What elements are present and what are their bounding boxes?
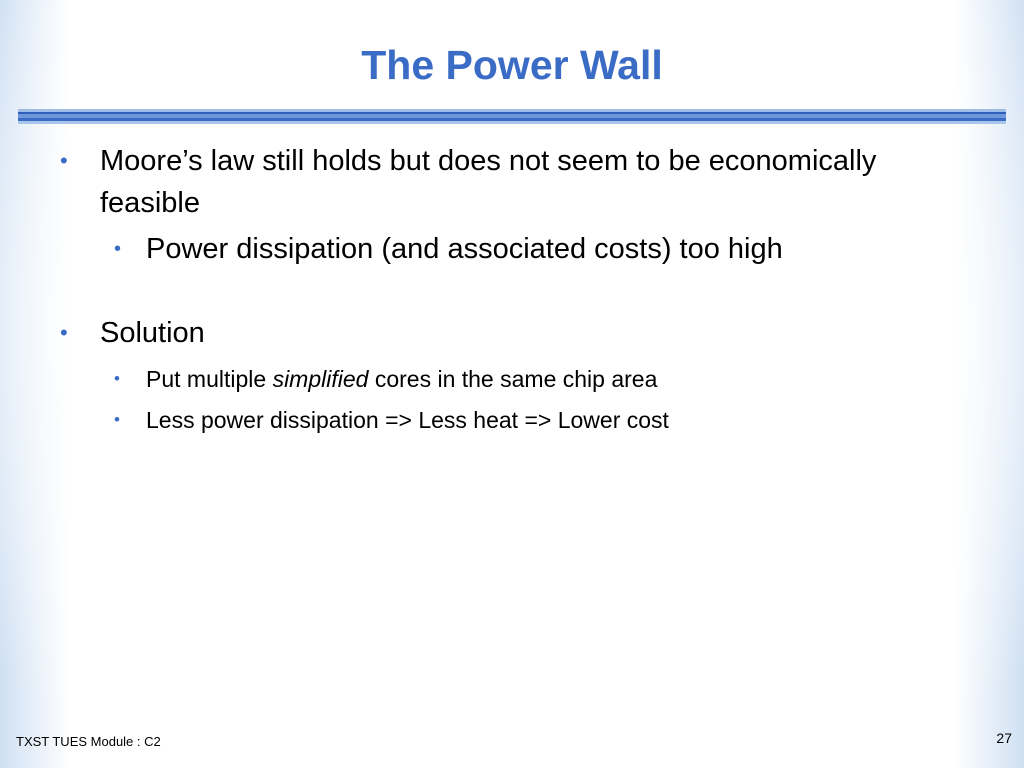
- bullet-item: [60, 140, 980, 224]
- bullet-text: Moore’s law still holds but does not seem to be economically feasible: [100, 145, 877, 219]
- slide-title: The Power Wall: [361, 42, 663, 88]
- sub-bullet-item: [60, 228, 980, 270]
- bullet-marker: •: [114, 410, 120, 429]
- sub-bullet-item: [60, 405, 980, 435]
- bullet-marker: •: [114, 238, 122, 260]
- title-underline-rule: [18, 109, 1006, 125]
- page-number: 27: [996, 730, 1012, 746]
- sub-bullet-text: Power dissipation (and associated costs) too high: [146, 233, 783, 265]
- bullet-marker: •: [60, 148, 68, 173]
- sub-bullet-text-after: cores in the same chip area: [368, 366, 658, 392]
- sub-bullet-emphasis: simplified: [272, 366, 369, 392]
- sub-bullet-text-before: Put multiple: [146, 366, 273, 392]
- bullet-marker: •: [60, 320, 68, 345]
- footer-text: TXST TUES Module : C2: [16, 734, 161, 749]
- sub-bullet-text: Less power dissipation => Less heat => Lower cost: [146, 407, 669, 433]
- bullet-text: Solution: [100, 317, 205, 349]
- bullet-spacer: [60, 270, 980, 312]
- bullet-marker: •: [114, 369, 120, 388]
- slide-body: [60, 140, 980, 435]
- sub-bullet-item: [60, 364, 980, 394]
- bullet-item: [60, 312, 980, 354]
